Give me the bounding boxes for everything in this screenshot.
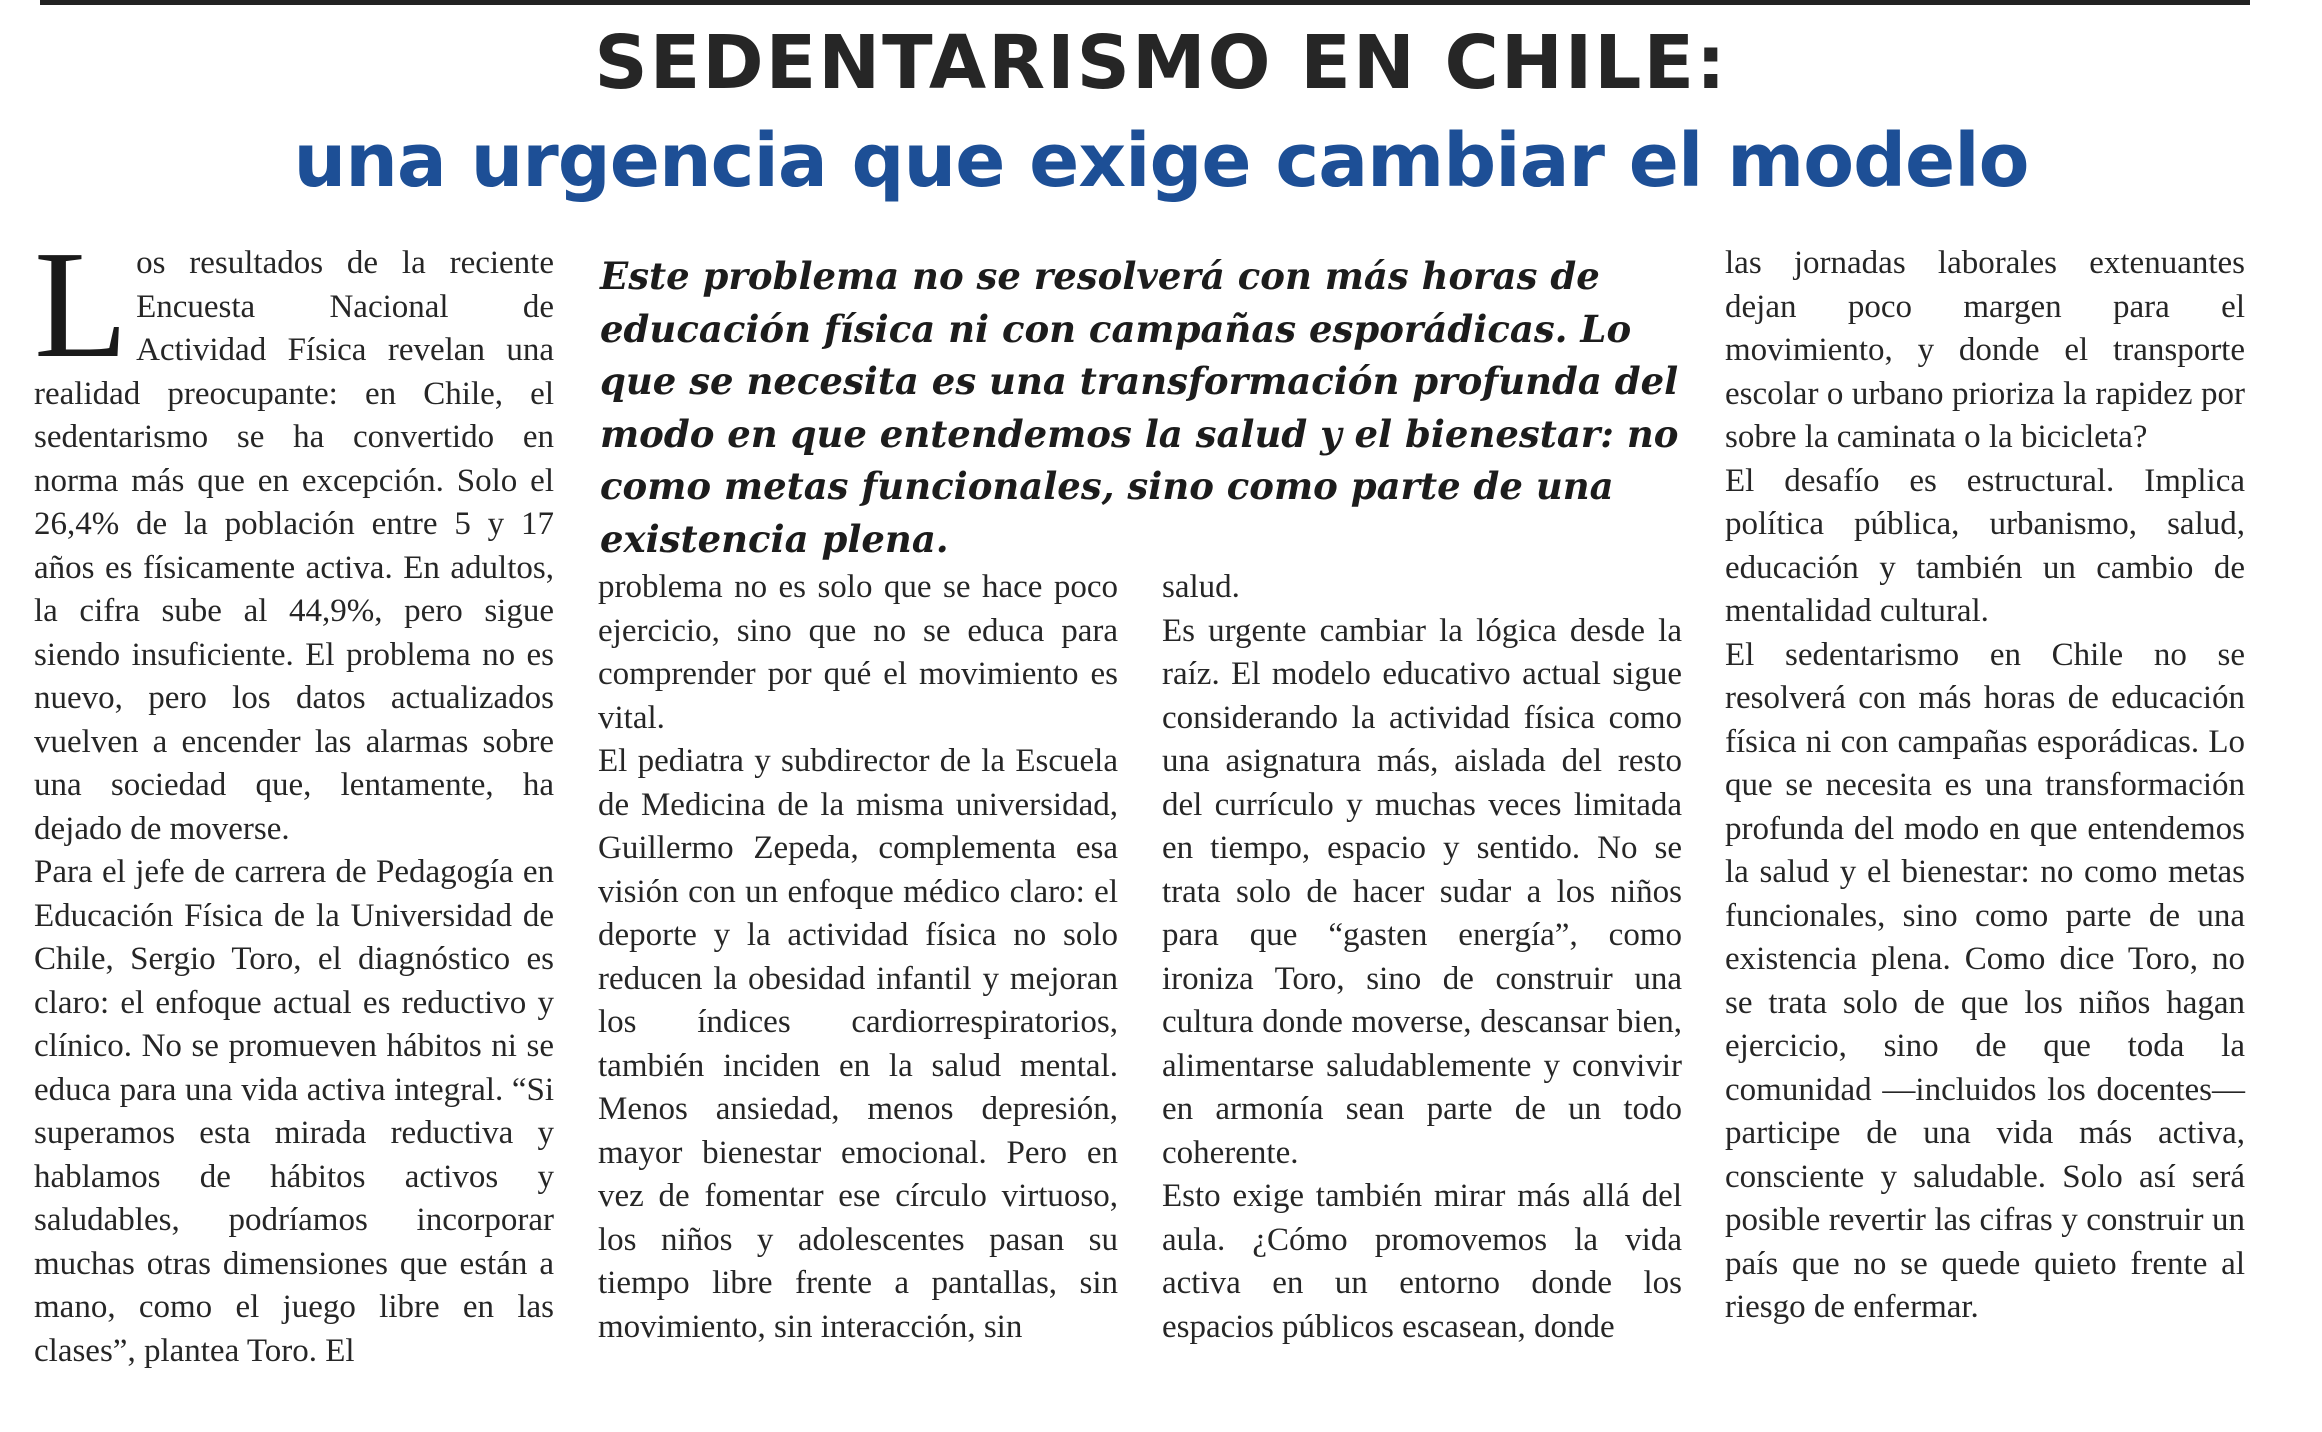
column-4-paragraph-2: El desafío es estructural. Implica política pública, urbanismo, salud, educación y también un cambio de mentalidad cultural.	[1725, 462, 2245, 629]
column-3-paragraph-2: Es urgente cambiar la lógica desde la raíz. El modelo educativo actual sigue considerando la actividad física como una asignatura más, aislada del resto del currículo y muchas veces limitada en tiempo, espacio y sentido. No se trata solo de hacer sudar a los niños para que “gasten energía”, como ironiza Toro, sino de construir una cultura donde moverse, descansar bien, alimentarse saludablemente y convivir en armonía sean parte de un todo coherente.	[1162, 612, 1682, 1171]
article-column-4	[1725, 242, 2245, 1422]
article-column-3	[1162, 566, 1682, 1386]
top-rule	[40, 0, 2250, 5]
column-1-paragraph-2: Para el jefe de carrera de Pedagogía en Educación Física de la Universidad de Chile, Sergio Toro, el diagnóstico es claro: el enfoque actual es reductivo y clínico. No se promueven hábitos ni se educa para una vida activa integral. “Si superamos esta mirada reductiva y hablamos de hábitos activos y saludables, podríamos incorporar muchas otras dimensiones que están a mano, como el juego libre en las clases”, plantea Toro. El	[34, 854, 554, 1369]
column-4-paragraph-1: las jornadas laborales extenuantes dejan poco margen para el movimiento, y donde el transporte escolar o urbano prioriza la rapidez por sobre la caminata o la bicicleta?	[1725, 245, 2245, 455]
subheadline: una urgencia que exige cambiar el modelo	[293, 118, 2029, 204]
column-2-paragraph-1: problema no es solo que se hace poco ejercicio, sino que no se educa para comprender por qué el movimiento es vital.	[598, 569, 1118, 736]
drop-cap: L	[34, 220, 129, 390]
column-1-paragraph-1: os resultados de la reciente Encuesta Nacional de Actividad Física revelan una realidad preocupante: en Chile, el sedentarismo se ha convertido en norma más que en excepción. Solo el 26,4% de la población entre 5 y 17 años es físicamente activa. En adultos, la cifra sube al 44,9%, pero sigue siendo insuficiente. El problema no es nuevo, pero los datos actualizados vuelven a encender las alarmas sobre una sociedad que, lentamente, ha dejado de moverse.	[34, 245, 554, 847]
column-3-paragraph-1: salud.	[1162, 569, 1240, 605]
article-column-1	[34, 220, 554, 1422]
pull-quote: Este problema no se resolverá con más horas de educación física ni con campañas esporádicas. Lo que se necesita es una transformación profunda del modo en que entendemos la salud y el bienestar: no como metas funcionales, sino como parte de una existencia plena.	[600, 254, 1679, 561]
column-2-paragraph-2: El pediatra y subdirector de la Escuela de Medicina de la misma universidad, Guillermo Zepeda, complementa esa visión con un enfoque médico claro: el deporte y la actividad física no solo reducen la obesidad infantil y mejoran los índices cardiorrespiratorios, también inciden en la salud mental. Menos ansiedad, menos depresión, mayor bienestar emocional. Pero en vez de fomentar ese círculo virtuoso, los niños y adolescentes pasan su tiempo libre frente a pantallas, sin movimiento, sin interacción, sin	[598, 743, 1118, 1345]
column-3-paragraph-3: Esto exige también mirar más allá del aula. ¿Cómo promovemos la vida activa en un entorno donde los espacios públicos escasean, donde	[1162, 1178, 1682, 1345]
article-column-2	[598, 566, 1118, 1386]
column-4-paragraph-3: El sedentarismo en Chile no se resolverá con más horas de educación física ni con campañas esporádicas. Lo que se necesita es una transformación profunda del modo en que entendemos la salud y el bienestar: no como metas funcionales, sino como parte de una existencia plena. Como dice Toro, no se trata solo de que los niños hagan ejercicio, sino de que toda la comunidad —incluidos los docentes— participe de una vida más activa, consciente y saludable. Solo así será posible revertir las cifras y construir un país que no se quede quieto frente al riesgo de enfermar.	[1725, 636, 2245, 1325]
headline: SEDENTARISMO EN CHILE:	[594, 20, 1728, 106]
